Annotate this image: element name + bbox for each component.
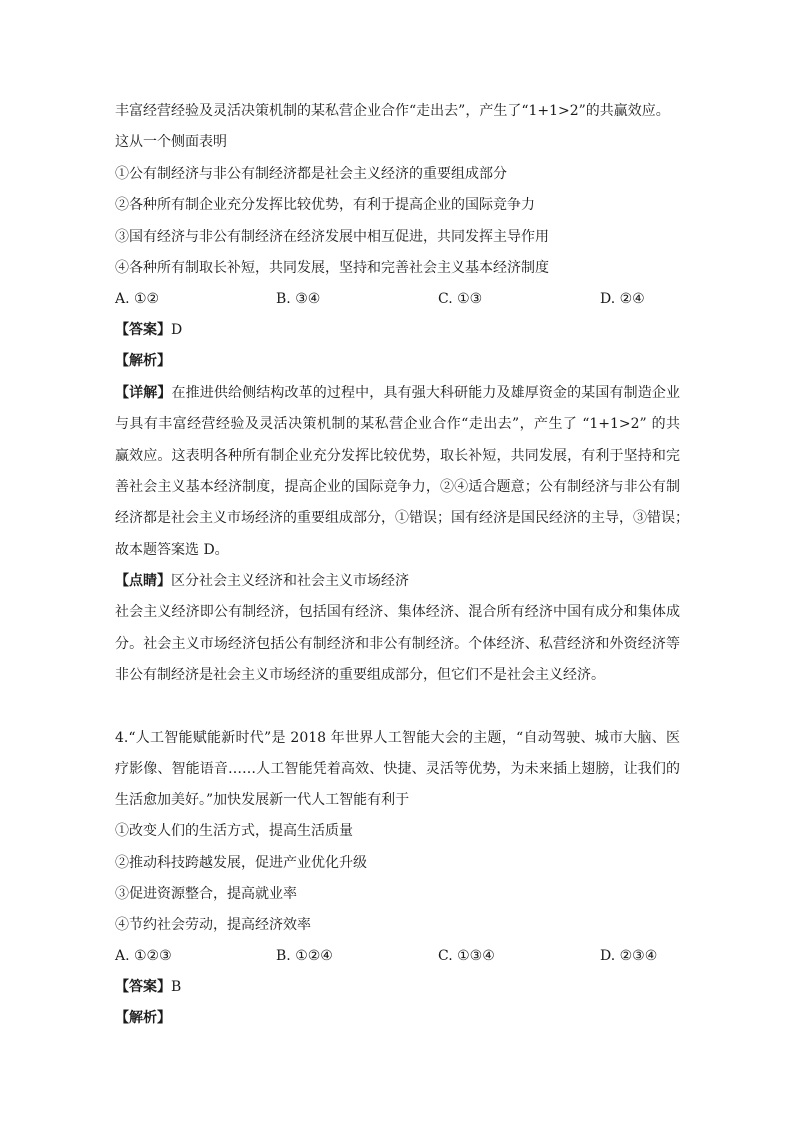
q3-detail-line-4: 善社会主义基本经济制度，提高企业的国际竞争力，②④适合题意；公有制经济与非公有制 <box>115 479 680 495</box>
q4-answer-tag: 【答案】 <box>115 979 171 995</box>
q3-tip-tag: 【点睛】 <box>115 573 171 589</box>
q4-stem-line-3: 生活愈加美好。”加快发展新一代人工智能有利于 <box>115 792 410 808</box>
q3-tip-line-1: 社会主义经济即公有制经济，包括国有经济、集体经济、混合所有经济中国有成分和集体成 <box>115 604 680 620</box>
q3-stem-line-1: 丰富经营经验及灵活决策机制的某私营企业合作“走出去”，产生了“1+1>2”的共赢效应。 <box>115 103 670 119</box>
q3-detail-line-6: 故本题答案选 D。 <box>115 542 229 558</box>
q4-answer <box>115 977 680 997</box>
q3-statement-4: ④各种所有制取长补短，共同发展，坚持和完善社会主义基本经济制度 <box>115 260 549 276</box>
q3-tip <box>115 571 680 591</box>
q3-option-b: B. ③④ <box>276 291 321 307</box>
q3-statement-3: ③国有经济与非公有制经济在经济发展中相互促进，共同发挥主导作用 <box>115 229 549 245</box>
q4-statement-1: ①改变人们的生活方式，提高生活质量 <box>115 823 353 839</box>
q4-analysis-tag: 【解析】 <box>115 1010 171 1026</box>
q3-detail-line-1 <box>115 383 680 403</box>
q3-option-c: C. ①③ <box>438 291 483 307</box>
q3-stem-line-2: 这从一个侧面表明 <box>115 134 227 150</box>
q3-option-d: D. ②④ <box>600 291 645 307</box>
q4-stem-line-1: 4.“人工智能赋能新时代”是 2018 年世界人工智能大会的主题，“自动驾驶、城市大脑、医 <box>115 730 680 746</box>
q4-option-a: A. ①②③ <box>115 948 172 964</box>
q4-stem-line-2: 疗影像、智能语音……人工智能凭着高效、快捷、灵活等优势，为未来插上翅膀，让我们的 <box>115 761 680 777</box>
q3-detail-line-2: 与具有丰富经营经验及灵活决策机制的某私营企业合作“走出去”，产生了 “1+1>2” 的共 <box>115 416 680 432</box>
q4-answer-value: B <box>171 979 182 995</box>
q3-answer <box>115 320 680 340</box>
q3-tip-line-3: 非公有制经济是社会主义市场经济的重要组成部分，但它们不是社会主义经济。 <box>115 667 605 683</box>
q3-detail-line-5: 经济都是社会主义市场经济的重要组成部分，①错误；国有经济是国民经济的主导，③错误； <box>115 510 689 526</box>
q3-answer-tag: 【答案】 <box>115 322 171 338</box>
q3-statement-1: ①公有制经济与非公有制经济都是社会主义经济的重要组成部分 <box>115 166 507 182</box>
q3-detail-text-1: 在推进供给侧结构改革的过程中，具有强大科研能力及雄厚资金的某国有制造企业 <box>171 385 681 401</box>
q3-option-a: A. ①② <box>115 291 160 307</box>
q4-option-c: C. ①③④ <box>438 948 495 964</box>
q4-statement-3: ③促进资源整合，提高就业率 <box>115 886 297 902</box>
q3-tip-line-2: 分。社会主义市场经济包括公有制经济和非公有制经济。个体经济、私营经济和外资经济等 <box>115 636 680 652</box>
q3-analysis-tag: 【解析】 <box>115 353 171 369</box>
q3-detail-tag: 【详解】 <box>115 385 172 401</box>
q4-option-d: D. ②③④ <box>600 948 658 964</box>
q3-tip-title: 区分社会主义经济和社会主义市场经济 <box>171 573 409 589</box>
q4-statement-2: ②推动科技跨越发展，促进产业优化升级 <box>115 855 367 871</box>
q3-detail-line-3: 赢效应。这表明各种所有制企业充分发挥比较优势，取长补短，共同发展，有利于坚持和完 <box>115 448 680 464</box>
q3-answer-value: D <box>171 322 183 338</box>
q4-statement-4: ④节约社会劳动，提高经济效率 <box>115 917 311 933</box>
q3-statement-2: ②各种所有制企业充分发挥比较优势，有利于提高企业的国际竞争力 <box>115 197 535 213</box>
q4-option-b: B. ①②④ <box>276 948 333 964</box>
